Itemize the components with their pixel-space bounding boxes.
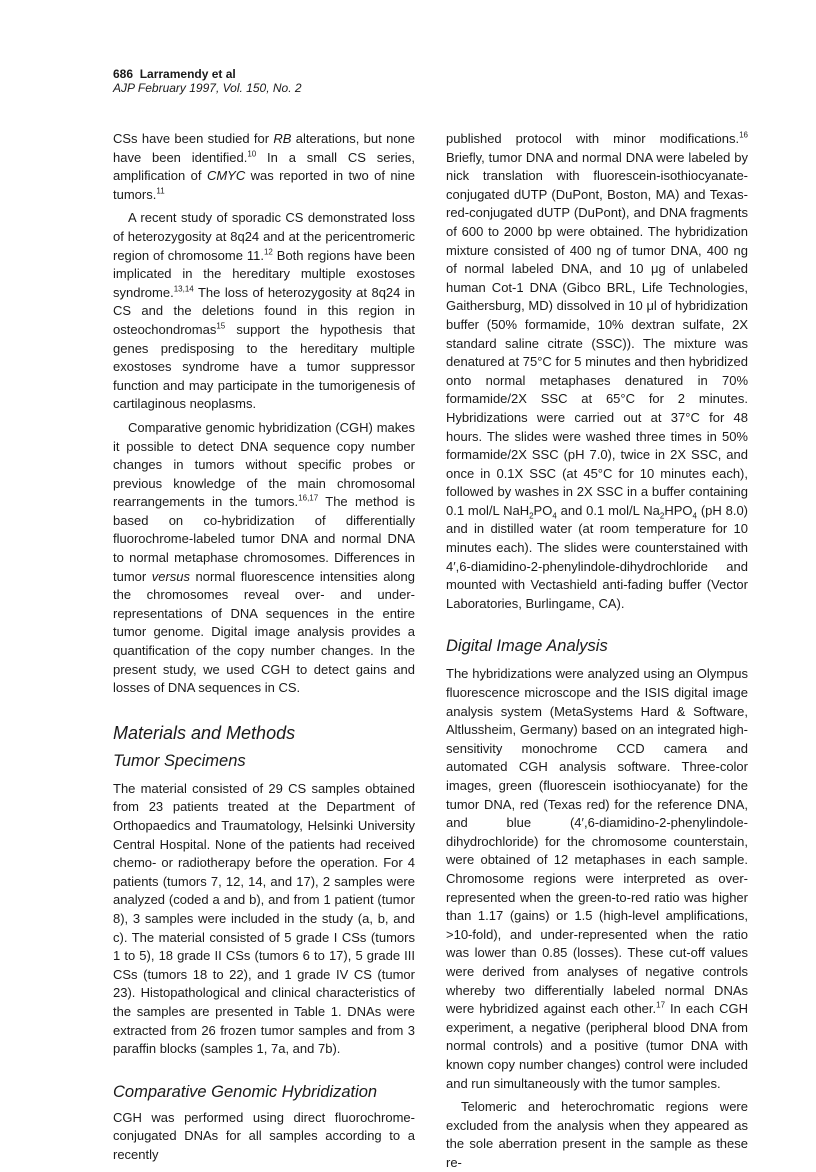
running-header <box>113 67 302 95</box>
section-heading: Materials and Methods <box>113 722 296 743</box>
subsection-heading: Digital Image Analysis <box>446 637 608 656</box>
right-column <box>446 130 748 1172</box>
paragraph: Comparative genomic hybridization (CGH) makes it possible to detect DNA sequence copy number changes in tumors without specific probes or previous knowledge of the main chromosomal rearrangements in the tumors.$^{16,17}$ The method is based on co-hybridization of differentially fluorochrome-labeled tumor DNA and normal DNA to normal metaphase chromosomes. Differences in tumor versus normal fluorescence intensities along the chromosomes reveal over- and under-representations of DNA sequences in the entire tumor genome. Digital image analysis provides a quantification of the copy number changes. In the present study, we used CGH to detect gains and losses of DNA sequences in CS. <box>113 419 415 696</box>
journal-citation: AJP February 1997, Vol. 150, No. 2 <box>113 81 302 95</box>
paragraph: Telomeric and heterochromatic regions were excluded from the analysis when they appeared as the sole aberration present in the sample as these re- <box>446 1099 748 1170</box>
paragraph: CSs have been studied for RB alterations, but none have been identified.$^{10}$ In a small CS series, amplification of CMYC was reported in two of nine tumors.$^{11}$ <box>113 131 416 202</box>
subsection-heading: Tumor Specimens <box>113 751 246 770</box>
authors: Larramendy et al <box>139 67 236 81</box>
page-number: 686 <box>113 67 134 81</box>
paragraph: A recent study of sporadic CS demonstrated loss of heterozygosity at 8q24 and at the pericentromeric region of chromosome 11.12 Both regions have been implicated in the hereditary multiple exostoses syndrome.$^{13,14}$ The loss of heterozygosity at 8q24 in CS and the deletions found in this region in osteochondromas$^{15}$ support the hypothesis that genes predisposing to the hereditary multiple exostoses syndrome have a tumor suppressor function and may participate in the tumorigenesis of cartilaginous neoplasms. <box>113 210 416 412</box>
left-column <box>113 130 415 1165</box>
paragraph: CGH was performed using direct fluorochrome-conjugated DNAs for all samples according to a recently <box>113 1109 415 1162</box>
subsection-heading: Comparative Genomic Hybridization <box>113 1082 378 1101</box>
paragraph: The hybridizations were analyzed using an Olympus fluorescence microscope and the ISIS digital image analysis system (MetaSystems Hard & Software, Altlussheim, Germany) based on an integrated high-sensitivity monochrome CCD camera and automated CGH analysis software. Three-color images, green (fluorescein isothiocyanate) for the tumor DNA, red (Texas red) for the reference DNA, and blue (4′,6-diamidino-2-phenylindole-dihydrochloride) for the chromosome counterstain, were obtained of 12 metaphases in each sample. Chromosome regions were interpreted as over-represented when the green-to-red ratio was higher than 1.17 (gains) or 1.5 (high-level amplifications, >10-fold), and under-represented when the ratio was lower than 0.85 (losses). These cut-off values were derived from analyses of negative controls whereby two differentially labeled normal DNAs were hybridized against each other.$^{17}$ In each CGH experiment, a negative (peripheral blood DNA from normal controls) and a positive (tumor DNA with known copy number changes) control were included and run simultaneously with the tumor samples. <box>446 666 748 1091</box>
paragraph: The material consisted of 29 CS samples obtained from 23 patients treated at the Department of Orthopaedics and Traumatology, Helsinki University Central Hospital. None of the patients had received chemo- or radiotherapy before the operation. For 4 patients (tumors 7, 12, 14, and 17), 2 samples were analyzed (coded a and b), and from 1 patient (tumor 8), 3 samples were included in the study (a, b, and c). The material consisted of 5 grade I CSs (tumors 1 to 5), 18 grade II CSs (tumors 6 to 17), 5 grade III CSs (tumors 18 to 22), and 1 grade IV CS (tumor 23). Histopathological and clinical characteristics of the samples are presented in Table 1. DNAs were extracted from 26 frozen tumor samples and from 3 paraffin blocks (samples 1, 7a, and 7b). <box>113 780 415 1057</box>
paragraph: published protocol with minor modifications.$^{16}$ Briefly, tumor DNA and normal DNA were labeled by nick translation with fluorescein-isothiocyanate-conjugated dUTP (DuPont, Boston, MA) and Texas-red-conjugated dUTP (DuPont), and DNA fragments of 600 to 2000 bp were obtained. The hybridization mixture consisted of 400 ng of tumor DNA, 400 ng of normal labeled DNA, and 10 μg of unlabeled human Cot-1 DNA (Gibco BRL, Life Technologies, Gaithersburg, MD) dissolved in 10 μl of hybridization buffer (50% formamide, 10% dextran sulfate, 2X standard saline citrate (SSC)). The mixture was denatured at 75°C for 5 minutes and then hybridized onto normal metaphases denatured in 70% formamide/2X SSC at 65°C for 2 minutes. Hybridizations were carried out at 37°C for 48 hours. The slides were washed three times in 50% formamide/2X SSC (pH 7.0), twice in 2X SSC, and once in 0.1X SSC (at 45°C for 10 minutes each), followed by washes in 2X SSC in a buffer containing 0.1 mol/L $NaH_2PO_4$ and 0.1 mol/L $Na_2HPO_4$ (pH 8.0) and in distilled water (at room temperature for 10 minutes each). The slides were counterstained with 4′,6-diamidino-2-phenylindole-dihydrochloride and mounted with Vectashield anti-fading buffer (Vector Laboratories, Burlingame, CA). <box>446 130 749 611</box>
